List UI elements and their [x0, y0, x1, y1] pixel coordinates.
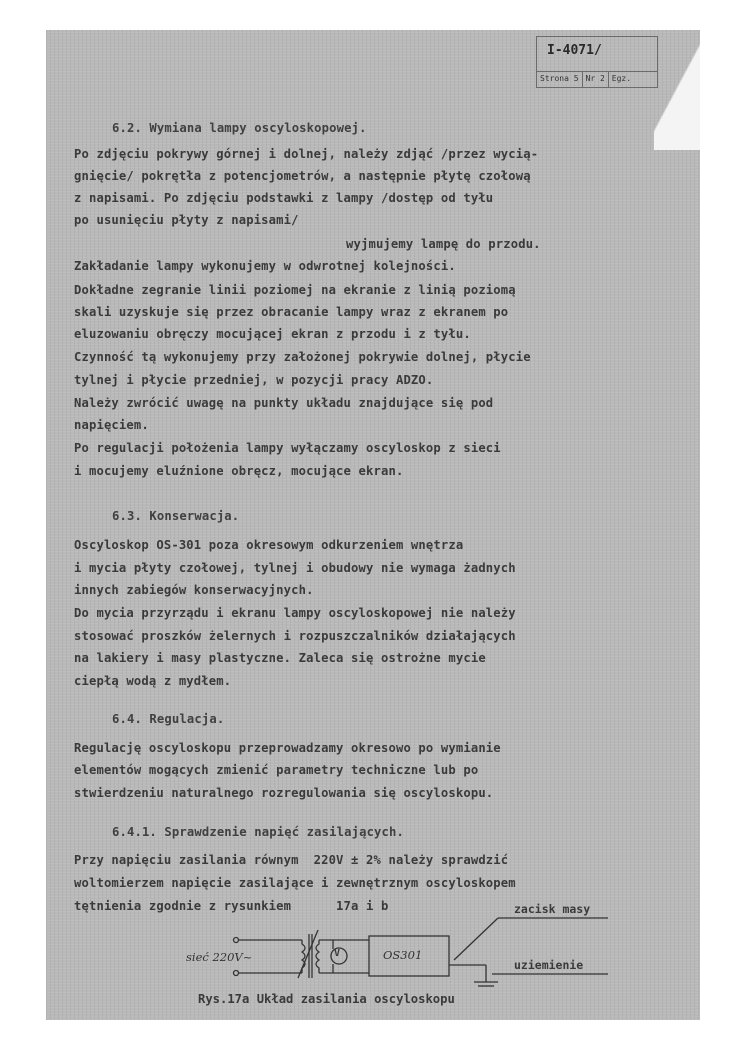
transformer-secondary — [316, 940, 319, 973]
mains-terminal — [234, 971, 239, 976]
stamp-cell: Strona 5 — [537, 72, 583, 87]
text-line: i mocujemy eluźnione obręcz, mocujące ekran. — [74, 464, 404, 478]
text-line: Po zdjęciu pokrywy górnej i dolnej, należy zdjąć /przez wycią- — [74, 147, 539, 161]
text-line: stosować proszków żelernych i rozpuszczalników działających — [74, 629, 516, 643]
text-line: innych zabiegów konserwacyjnych. — [74, 583, 314, 597]
text-line: stwierdzeniu naturalnego rozregulowania się oscyloskopu. — [74, 786, 494, 800]
text-line: Czynność tą wykonujemy przy założonej pokrywie dolnej, płycie — [74, 350, 531, 364]
text-line: tętnienia zgodnie z rysunkiem 17a i b — [74, 899, 389, 913]
text-line: po usunięciu płyty z napisami/ — [74, 213, 299, 227]
section-heading: 6.3. Konserwacja. — [112, 509, 240, 523]
text-line: na lakiery i masy plastyczne. Zaleca się ostrożne mycie — [74, 651, 486, 665]
text-line: ciepłą wodą z mydłem. — [74, 674, 232, 688]
variable-arrow — [298, 930, 318, 978]
text-line: skali uzyskuje się przez obracanie lampy wraz z ekranem po — [74, 305, 509, 319]
stamp-reference-code: I-4071/ — [547, 43, 602, 58]
earthing-label: uziemienie — [514, 958, 584, 972]
text-line: Przy napięciu zasilania równym 220V ± 2% należy sprawdzić — [74, 853, 509, 867]
voltmeter-symbol: V — [334, 948, 341, 959]
leader-line — [454, 918, 498, 960]
mains-terminal — [234, 938, 239, 943]
stamp-cell: Egz. — [611, 74, 632, 83]
stamp-cell: Nr 2 — [583, 72, 609, 87]
text-line: eluzowaniu obręczy mocującej ekran z przodu i z tyłu. — [74, 327, 471, 341]
text-line: wyjmujemy lampę do przodu. — [346, 237, 541, 251]
ground-clamp-label: zacisk masy — [514, 902, 591, 916]
text-line: gnięcie/ pokrętła z potencjometrów, a następnie płytę czołową — [74, 169, 531, 183]
text-line: tylnej i płycie przedniej, w pozycji pracy ADZO. — [74, 373, 434, 387]
text-line: z napisami. Po zdjęciu podstawki z lampy /dostęp od tyłu — [74, 191, 494, 205]
mains-label: sieć 220V~ — [186, 950, 253, 964]
text-line: Należy zwrócić uwagę na punkty układu znajdujące się pod — [74, 396, 494, 410]
text-line: Zakładanie lampy wykonujemy w odwrotnej kolejności. — [74, 259, 456, 273]
text-line: Oscyloskop OS-301 poza okresowym odkurzeniem wnętrza — [74, 538, 464, 552]
text-line: Do mycia przyrządu i ekranu lampy oscyloskopowej nie należy — [74, 606, 516, 620]
text-line: woltomierzem napięcie zasilające i zewnętrznym oscyloskopem — [74, 876, 516, 890]
section-heading: 6.4. Regulacja. — [112, 712, 225, 726]
text-line: i mycia płyty czołowej, tylnej i obudowy nie wymaga żadnych — [74, 561, 516, 575]
text-line: Regulację oscyloskopu przeprowadzamy okresowo po wymianie — [74, 741, 501, 755]
figure-caption: Rys.17a Układ zasilania oscyloskopu — [198, 992, 455, 1006]
power-supply-diagram — [46, 30, 700, 1020]
text-line: Po regulacji położenia lampy wyłączamy oscyloskop z sieci — [74, 441, 501, 455]
device-label: OS301 — [383, 948, 423, 962]
text-line: napięciem. — [74, 418, 149, 432]
section-heading: 6.2. Wymiana lampy oscyloskopowej. — [112, 121, 367, 135]
section-heading: 6.4.1. Sprawdzenie napięć zasilających. — [112, 825, 405, 839]
text-line: Dokładne zegranie linii poziomej na ekranie z linią poziomą — [74, 283, 516, 297]
text-line: elementów mogących zmienić parametry techniczne lub po — [74, 763, 479, 777]
document-page — [46, 30, 700, 1020]
